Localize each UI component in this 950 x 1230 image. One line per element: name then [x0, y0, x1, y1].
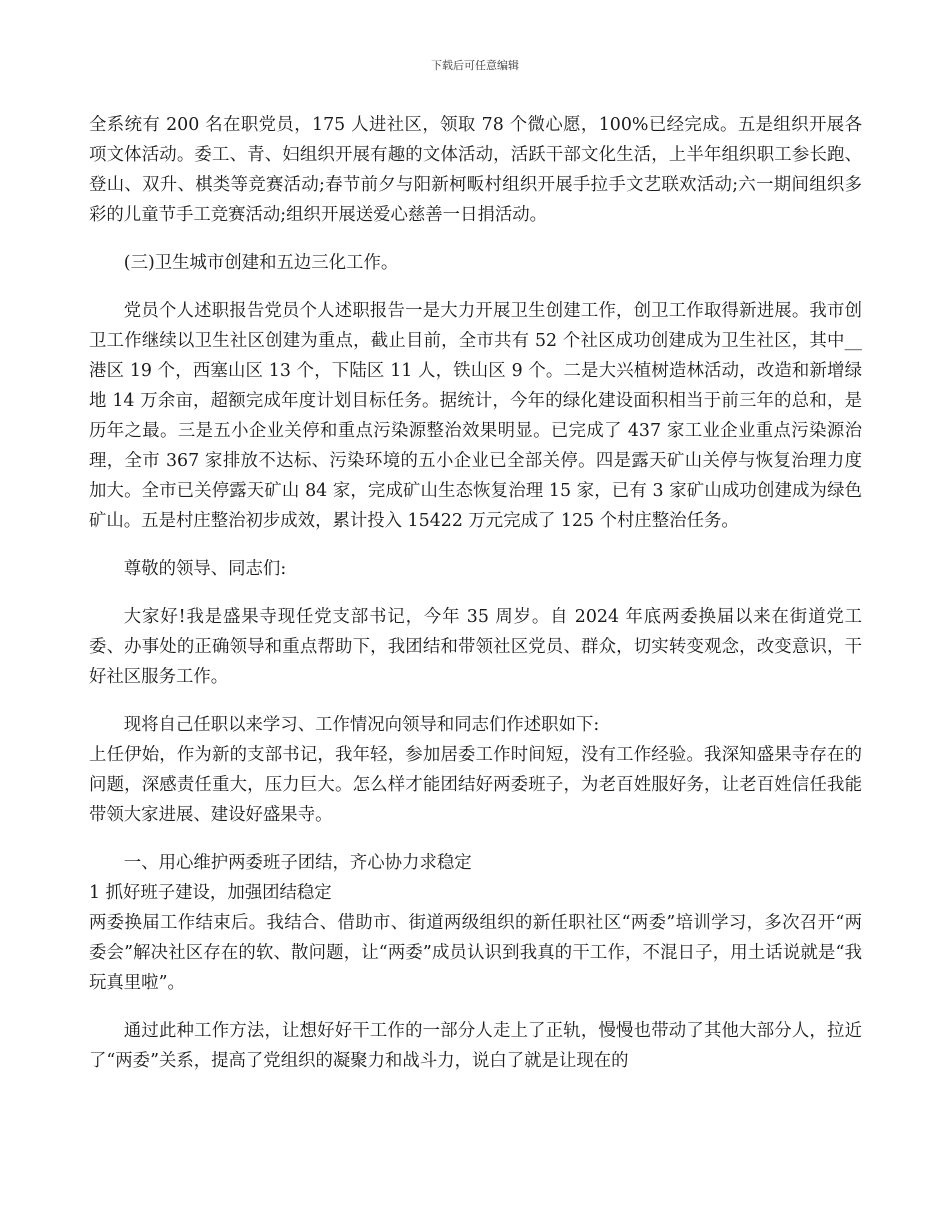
paragraph-starting-office: 上任伊始，作为新的支部书记，我年轻，参加居委工作时间短，没有工作经验。我深知盛果寺存在的问题，深感责任重大，压力巨大。怎么样才能团结好两委班子，为老百姓服好务，让老百姓信任我能带领大家进展、建设好盛果寺。 — [89, 745, 862, 825]
paragraph-greeting: 大家好!我是盛果寺现任党支部书记，今年 35 周岁。自 2024 年底两委换届以来在街道党工委、办事处的正确领导和重点帮助下，我团结和带领社区党员、群众，切实转变观念，改变意识，干好社区服务工作。 — [89, 607, 862, 687]
paragraph-method: 通过此种工作方法，让想好好干工作的一部分人走上了正轨，慢慢也带动了其他大部分人，拉近了“两委”关系，提高了党组织的凝聚力和战斗力，说白了就是让现在的 — [89, 1021, 862, 1071]
paragraph-team-building: 两委换届工作结束后。我结合、借助市、街道两级组织的新任职社区“两委”培训学习，多次召开“两委会”解决社区存在的软、散问题，让“两委”成员认识到我真的干工作，不混日子，用土话说就是“我玩真里啦”。 — [89, 913, 862, 993]
paragraph-health-city: 党员个人述职报告党员个人述职报告一是大力开展卫生创建工作，创卫工作取得新进展。我市创卫工作继续以卫生社区创建为重点，截止目前，全市共有 52 个社区成功创建成为卫生社区，其中__港区 19 个，西塞山区 13 个，下陆区 11 人，铁山区 9 个。二是大兴植树造林活动，改造和新增绿地 14 万余亩，超额完成年度计划目标任务。据统计，今年的绿化建设面积相当于前三年的总和，是历年之最。三是五小企业关停和重点污染源整治效果明显。已完成了 437 家工业企业重点污染源治理，全市 367 家排放不达标、污染环境的五小企业已全部关停。四是露天矿山关停与恢复治理力度加大。全市已关停露天矿山 84 家，完成矿山生态恢复治理 15 家，已有 3 家矿山成功创建成为绿色矿山。五是村庄整治初步成效，累计投入 15422 万元完成了 125 个村庄整治任务。 — [89, 301, 862, 531]
subheading-team-building: 1 抓好班子建设，加强团结稳定 — [89, 883, 332, 903]
page-header-note: 下载后可任意编辑 — [431, 59, 519, 72]
document-body — [89, 110, 862, 1076]
paragraph-activities: 全系统有 200 名在职党员，175 人进社区，领取 78 个微心愿，100%已经完成。五是组织开展各项文体活动。委工、青、妇组织开展有趣的文体活动，活跃干部文化生活，上半年组织职工参长跑、登山、双升、棋类等竞赛活动;春节前夕与阳新柯畈村组织开展手拉手文艺联欢活动;六一期间组织多彩的儿童节手工竞赛活动;组织开展送爱心慈善一日捐活动。 — [89, 115, 862, 225]
section-heading-unity: 一、用心维护两委班子团结，齐心协力求稳定 — [123, 853, 472, 873]
section-heading-health-city: (三)卫生城市创建和五边三化工作。 — [123, 253, 399, 273]
paragraph-intro: 现将自己任职以来学习、工作情况向领导和同志们作述职如下: — [123, 715, 600, 735]
salutation: 尊敬的领导、同志们: — [123, 559, 287, 579]
